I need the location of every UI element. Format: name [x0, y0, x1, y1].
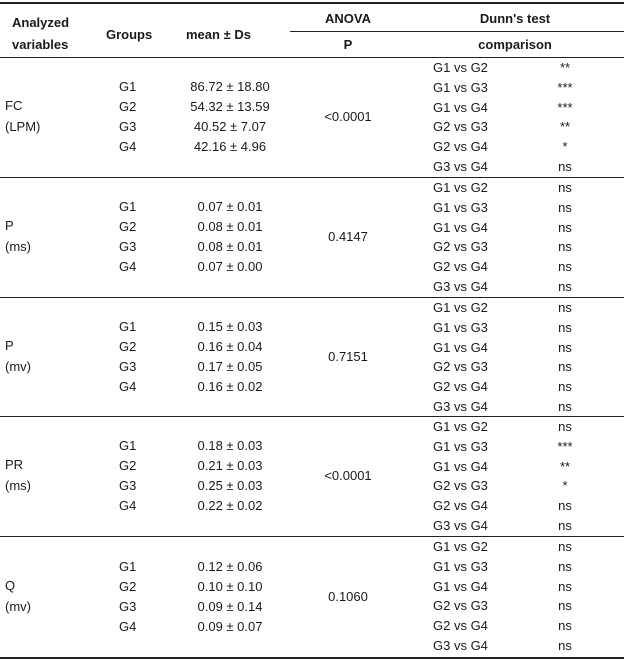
group-mean-sd: 0.08 ± 0.01 — [197, 239, 263, 254]
group-label: G1 — [119, 79, 137, 94]
comparison-significance: * — [562, 478, 568, 494]
header-comparison: comparison — [478, 37, 552, 52]
group-label: G4 — [119, 259, 137, 274]
comparison-significance: * — [562, 139, 568, 155]
group-label: G2 — [119, 458, 137, 473]
comparison-significance: ns — [558, 159, 572, 174]
comparison-pair: G1 vs G2 — [433, 419, 488, 434]
group-mean-sd: 0.16 ± 0.02 — [197, 378, 263, 394]
header-mean: mean ± Ds — [186, 27, 251, 42]
comparison-significance: ns — [558, 399, 572, 414]
comparison-pair: G2 vs G4 — [433, 618, 488, 634]
subheader-rule — [290, 31, 624, 32]
section-divider — [0, 177, 624, 178]
comparison-significance: *** — [557, 99, 573, 115]
group-label: G4 — [119, 498, 137, 513]
comparison-significance: *** — [557, 438, 573, 454]
comparison-significance: ns — [558, 578, 572, 594]
group-label: G1 — [119, 438, 137, 453]
group-mean-sd: 0.07 ± 0.01 — [197, 199, 263, 214]
group-mean-sd: 0.09 ± 0.14 — [197, 598, 263, 614]
variable-name: Q — [5, 577, 16, 593]
anova-p-value: <0.0001 — [324, 468, 372, 483]
comparison-pair: G1 vs G4 — [433, 219, 488, 235]
group-mean-sd: 0.22 ± 0.02 — [197, 498, 263, 513]
group-mean-sd: 54.32 ± 13.59 — [190, 99, 270, 114]
variable-name: P — [5, 337, 14, 353]
header-dunn: Dunn's test — [479, 11, 551, 26]
comparison-significance: ** — [559, 458, 571, 474]
comparison-pair: G2 vs G3 — [433, 478, 488, 494]
top-rule — [0, 2, 624, 4]
variable-name: PR — [5, 457, 24, 472]
comparison-pair: G3 vs G4 — [433, 279, 488, 294]
group-label: G2 — [119, 99, 137, 114]
group-label: G1 — [119, 558, 137, 574]
group-mean-sd: 0.25 ± 0.03 — [197, 478, 263, 493]
group-label: G3 — [119, 598, 137, 614]
comparison-pair: G1 vs G4 — [433, 578, 488, 594]
comparison-pair: G1 vs G3 — [433, 199, 488, 215]
section-divider — [0, 536, 624, 537]
comparison-pair: G2 vs G3 — [433, 239, 488, 255]
comparison-significance: ns — [558, 339, 572, 355]
anova-p-value: 0.1060 — [328, 588, 368, 604]
variable-unit: (ms) — [5, 239, 31, 254]
group-label: G3 — [119, 119, 137, 134]
comparison-significance: ns — [558, 180, 572, 195]
group-mean-sd: 0.10 ± 0.10 — [197, 578, 263, 594]
group-label: G3 — [119, 239, 137, 254]
group-label: G1 — [119, 199, 137, 214]
variable-unit: (mv) — [5, 598, 31, 614]
variable-name: FC — [5, 98, 23, 113]
comparison-significance: ns — [558, 518, 572, 533]
group-label: G2 — [119, 338, 137, 354]
comparison-pair: G1 vs G4 — [433, 458, 488, 474]
comparison-significance: ns — [558, 319, 572, 335]
group-label: G4 — [119, 139, 137, 154]
comparison-significance: ns — [558, 598, 572, 614]
comparison-significance: ns — [558, 219, 572, 235]
comparison-pair: G3 vs G4 — [433, 638, 488, 653]
comparison-significance: *** — [557, 79, 573, 95]
group-mean-sd: 0.09 ± 0.07 — [197, 618, 263, 634]
comparison-pair: G2 vs G4 — [433, 259, 488, 275]
comparison-pair: G3 vs G4 — [433, 518, 488, 533]
comparison-significance: ** — [559, 119, 571, 135]
comparison-pair: G1 vs G2 — [433, 300, 488, 315]
comparison-pair: G3 vs G4 — [433, 399, 488, 414]
comparison-significance: ns — [558, 539, 572, 554]
comparison-pair: G2 vs G3 — [433, 598, 488, 614]
comparison-significance: ** — [559, 60, 571, 75]
comparison-pair: G1 vs G2 — [433, 539, 488, 554]
comparison-pair: G2 vs G4 — [433, 139, 488, 155]
comparison-pair: G2 vs G3 — [433, 119, 488, 135]
comparison-pair: G1 vs G4 — [433, 339, 488, 355]
comparison-significance: ns — [558, 279, 572, 294]
comparison-pair: G2 vs G4 — [433, 498, 488, 514]
comparison-significance: ns — [558, 638, 572, 653]
comparison-significance: ns — [558, 498, 572, 514]
variable-unit: (LPM) — [5, 119, 41, 134]
group-mean-sd: 0.18 ± 0.03 — [197, 438, 263, 453]
group-label: G3 — [119, 358, 137, 374]
anova-p-value: 0.4147 — [328, 229, 368, 244]
anova-p-value: 0.7151 — [328, 348, 368, 364]
group-label: G2 — [119, 578, 137, 594]
bottom-rule — [0, 657, 624, 659]
group-label: G3 — [119, 478, 137, 493]
section-divider — [0, 297, 624, 298]
header-variables-line1: Analyzed — [12, 15, 70, 30]
header-bottom-rule — [0, 57, 624, 58]
group-mean-sd: 0.21 ± 0.03 — [197, 458, 263, 473]
comparison-pair: G1 vs G4 — [433, 99, 488, 115]
comparison-pair: G2 vs G4 — [433, 379, 488, 395]
variable-unit: (ms) — [5, 478, 31, 493]
header-groups: Groups — [106, 27, 153, 42]
comparison-significance: ns — [558, 300, 572, 315]
group-label: G1 — [119, 318, 137, 334]
group-label: G4 — [119, 618, 137, 634]
comparison-significance: ns — [558, 379, 572, 395]
comparison-pair: G3 vs G4 — [433, 159, 488, 174]
comparison-pair: G1 vs G3 — [433, 438, 488, 454]
comparison-significance: ns — [558, 618, 572, 634]
comparison-pair: G1 vs G3 — [433, 558, 488, 574]
group-mean-sd: 0.15 ± 0.03 — [197, 318, 263, 334]
group-mean-sd: 40.52 ± 7.07 — [193, 119, 267, 134]
section-divider — [0, 416, 624, 417]
variable-unit: (mv) — [5, 358, 31, 374]
comparison-pair: G1 vs G3 — [433, 319, 488, 335]
anova-p-value: <0.0001 — [324, 109, 372, 124]
group-mean-sd: 0.07 ± 0.00 — [197, 259, 263, 274]
comparison-pair: G1 vs G2 — [433, 60, 488, 75]
group-mean-sd: 0.16 ± 0.04 — [197, 338, 263, 354]
comparison-significance: ns — [558, 558, 572, 574]
comparison-pair: G1 vs G2 — [433, 180, 488, 195]
group-mean-sd: 0.08 ± 0.01 — [197, 219, 263, 234]
comparison-pair: G2 vs G3 — [433, 359, 488, 375]
comparison-significance: ns — [558, 359, 572, 375]
group-mean-sd: 86.72 ± 18.80 — [190, 79, 270, 94]
group-mean-sd: 0.12 ± 0.06 — [197, 558, 263, 574]
comparison-pair: G1 vs G3 — [433, 79, 488, 95]
comparison-significance: ns — [558, 239, 572, 255]
header-anova: ANOVA — [325, 11, 371, 26]
group-label: G4 — [119, 378, 137, 394]
comparison-significance: ns — [558, 259, 572, 275]
group-mean-sd: 0.17 ± 0.05 — [197, 358, 263, 374]
variable-name: P — [5, 218, 14, 233]
header-variables-line2: variables — [12, 37, 69, 52]
header-p: P — [343, 37, 353, 52]
group-mean-sd: 42.16 ± 4.96 — [193, 139, 267, 154]
comparison-significance: ns — [558, 419, 572, 434]
comparison-significance: ns — [558, 199, 572, 215]
group-label: G2 — [119, 219, 137, 234]
